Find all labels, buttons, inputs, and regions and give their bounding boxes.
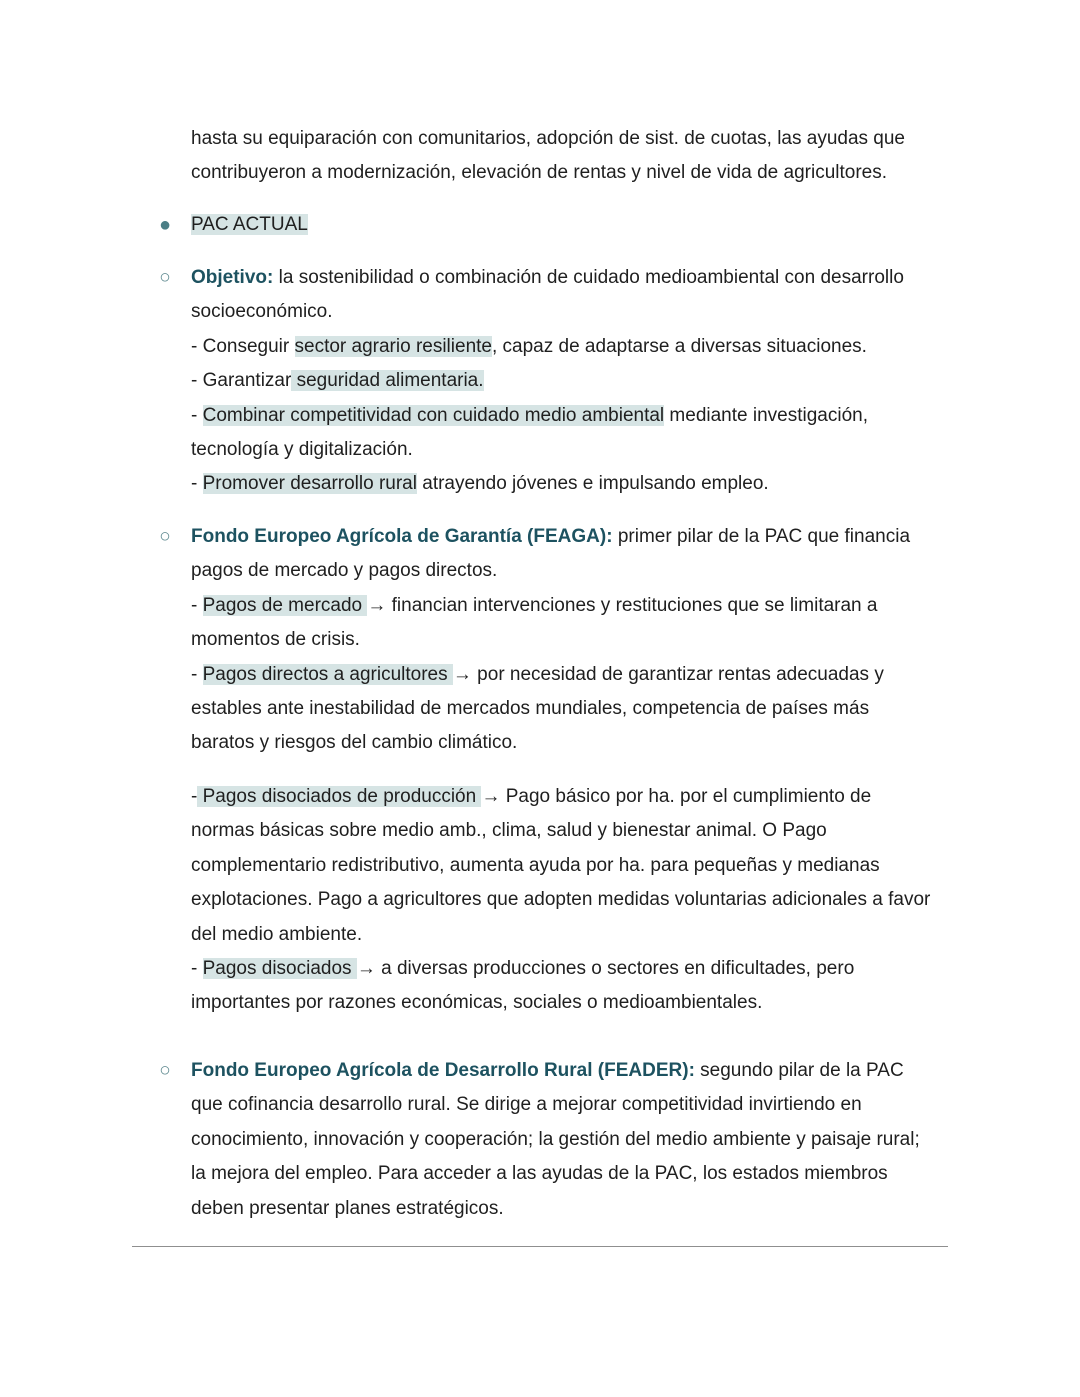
text-line: la mejora del empleo. Para acceder a las ayudas de la PAC, los estados miembros — [191, 1163, 888, 1185]
text-span: - Garantizar — [191, 370, 292, 392]
horizontal-divider — [132, 1246, 948, 1247]
highlight-text: Pagos directos a agricultores — [202, 663, 453, 685]
pac-actual-label: PAC ACTUAL — [191, 214, 308, 235]
feaga-item-3 — [191, 780, 951, 814]
feaga-item-4 — [191, 952, 951, 986]
text-span: → por necesidad de garantizar rentas adecuadas y — [452, 663, 884, 685]
pac-actual-heading — [191, 208, 951, 242]
objetivo-item-1 — [191, 330, 951, 364]
text-span: - — [191, 786, 198, 807]
hollow-bullet-icon: ○ — [159, 267, 171, 288]
text-span: la sostenibilidad o combinación de cuidado medioambiental con desarrollo — [273, 267, 904, 288]
feaga-title: Fondo Europeo Agrícola de Garantía (FEAGA): — [191, 526, 613, 547]
objetivo-line-1 — [191, 261, 951, 295]
text-line: socioeconómico. — [191, 301, 333, 323]
text-span: - — [191, 958, 203, 980]
highlight-text: Promover desarrollo rural — [202, 473, 417, 495]
feader-title: Fondo Europeo Agrícola de Desarrollo Rural (FEADER): — [191, 1060, 695, 1081]
feaga-line-1 — [191, 520, 951, 554]
text-line: que cofinancia desarrollo rural. Se dirige a mejorar competitividad invirtiendo en — [191, 1094, 862, 1116]
text-span: primer pilar de la PAC que financia — [612, 526, 911, 547]
text-line: normas básicas sobre medio amb., clima, salud y bienestar animal. O Pago — [191, 820, 827, 842]
text-span: - — [191, 404, 203, 426]
text-line: importantes por razones económicas, sociales o medioambientales. — [191, 992, 763, 1014]
feader-section — [191, 1054, 951, 1226]
feaga-section — [191, 520, 951, 761]
text-span: → Pago básico por ha. por el cumplimiento de — [481, 786, 872, 807]
text-span: - Conseguir — [191, 335, 295, 357]
text-line: explotaciones. Pago a agricultores que adopten medidas voluntarias adicionales a favor — [191, 889, 931, 911]
text-span: → financian intervenciones y restituciones que se limitaran a — [367, 594, 878, 616]
feaga-section-continued — [191, 780, 951, 1021]
highlight-text: Pagos de mercado — [202, 594, 368, 616]
objetivo-item-3 — [191, 399, 951, 433]
text-span: - — [191, 663, 203, 685]
highlight-text: Pagos disociados — [202, 958, 357, 980]
text-line: complementario redistributivo, aumenta ayuda por ha. para pequeñas y medianas — [191, 854, 880, 876]
text-span: - — [191, 594, 203, 616]
objetivo-item-4 — [191, 467, 951, 501]
filled-bullet-icon: ● — [158, 214, 172, 236]
text-line: hasta su equiparación con comunitarios, adopción de sist. de cuotas, las ayudas que — [191, 128, 906, 149]
objetivo-title: Objetivo: — [191, 267, 274, 288]
text-line: deben presentar planes estratégicos. — [191, 1197, 504, 1219]
text-span: mediante investigación, — [664, 404, 868, 426]
feaga-item-2 — [191, 658, 951, 692]
text-span: segundo pilar de la PAC — [694, 1060, 904, 1081]
text-line: tecnología y digitalización. — [191, 439, 413, 461]
highlight-text: sector agrario resiliente — [294, 335, 492, 357]
highlight-text: Pagos disociados de producción — [197, 786, 482, 807]
feaga-item-1 — [191, 589, 951, 623]
feader-line-1 — [191, 1054, 951, 1088]
text-line: estables ante inestabilidad de mercados mundiales, competencia de países más — [191, 698, 870, 720]
text-line: baratos y riesgos del cambio climático. — [191, 732, 518, 754]
highlight-text: Combinar competitividad con cuidado medio ambiental — [202, 404, 665, 426]
text-span: , capaz de adaptarse a diversas situaciones. — [491, 335, 867, 357]
text-span: - — [191, 473, 203, 495]
objetivo-section — [191, 261, 951, 502]
highlight-text: seguridad alimentaria. — [291, 370, 484, 392]
text-span: atrayendo jóvenes e impulsando empleo. — [416, 473, 769, 495]
text-line: pagos de mercado y pagos directos. — [191, 560, 498, 582]
text-line: contribuyeron a modernización, elevación de rentas y nivel de vida de agricultores. — [191, 162, 888, 184]
text-line: conocimiento, innovación y cooperación; la gestión del medio ambiente y paisaje rural; — [191, 1128, 920, 1150]
hollow-bullet-icon: ○ — [159, 1060, 171, 1081]
hollow-bullet-icon: ○ — [159, 526, 171, 547]
text-line: del medio ambiente. — [191, 923, 363, 945]
text-span: → a diversas producciones o sectores en dificultades, pero — [356, 958, 855, 980]
text-line: momentos de crisis. — [191, 629, 360, 651]
intro-paragraph — [191, 122, 951, 191]
objetivo-item-2 — [191, 364, 951, 398]
